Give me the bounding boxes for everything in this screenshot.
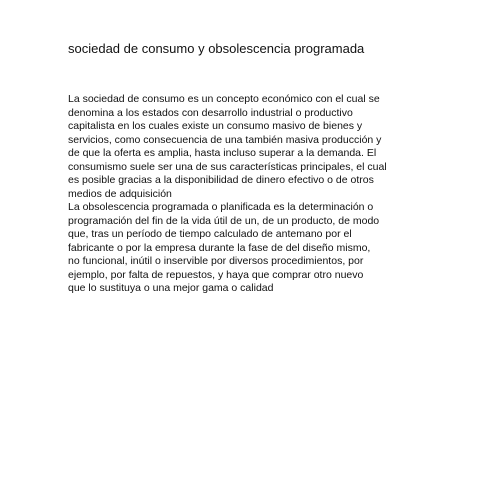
paragraph-line: que lo sustituya o una mejor gama o calidad — [68, 282, 274, 294]
paragraph-line: denomina a los estados con desarrollo industrial o productivo — [68, 106, 353, 119]
paragraph-line: capitalista en los cuales existe un consumo masivo de bienes y — [68, 120, 363, 132]
paragraph-line: ejemplo, por falta de repuestos, y haya que comprar otro nuevo — [68, 268, 364, 281]
paragraph-consumer-society — [68, 93, 428, 201]
paragraph-line: es posible gracias a la disponibilidad de dinero efectivo o de otros — [68, 174, 374, 186]
paragraph-line: programación del fin de la vida útil de un, de un producto, de modo — [68, 214, 380, 227]
paragraph-line: fabricante o por la empresa durante la fase de del diseño mismo, — [68, 241, 371, 254]
paragraph-line: servicios, como consecuencia de una también masiva producción y — [68, 133, 382, 146]
paragraph-line: La sociedad de consumo es un concepto económico con el cual se — [68, 93, 380, 105]
paragraph-planned-obsolescence — [68, 201, 428, 296]
paragraph-line: de que la oferta es amplia, hasta incluso superar a la demanda. El — [68, 147, 377, 159]
paragraph-line: consumismo suele ser una de sus características principales, el cual — [68, 160, 387, 173]
paragraph-line: que, tras un período de tiempo calculado de antemano por el — [68, 228, 352, 240]
document-title: sociedad de consumo y obsolescencia programada — [68, 41, 365, 56]
paragraph-line: medios de adquisición — [68, 187, 172, 200]
paragraph-line: no funcional, inútil o inservible por diversos procedimientos, por — [68, 255, 364, 267]
paragraph-line: La obsolescencia programada o planificada es la determinación o — [68, 201, 374, 213]
